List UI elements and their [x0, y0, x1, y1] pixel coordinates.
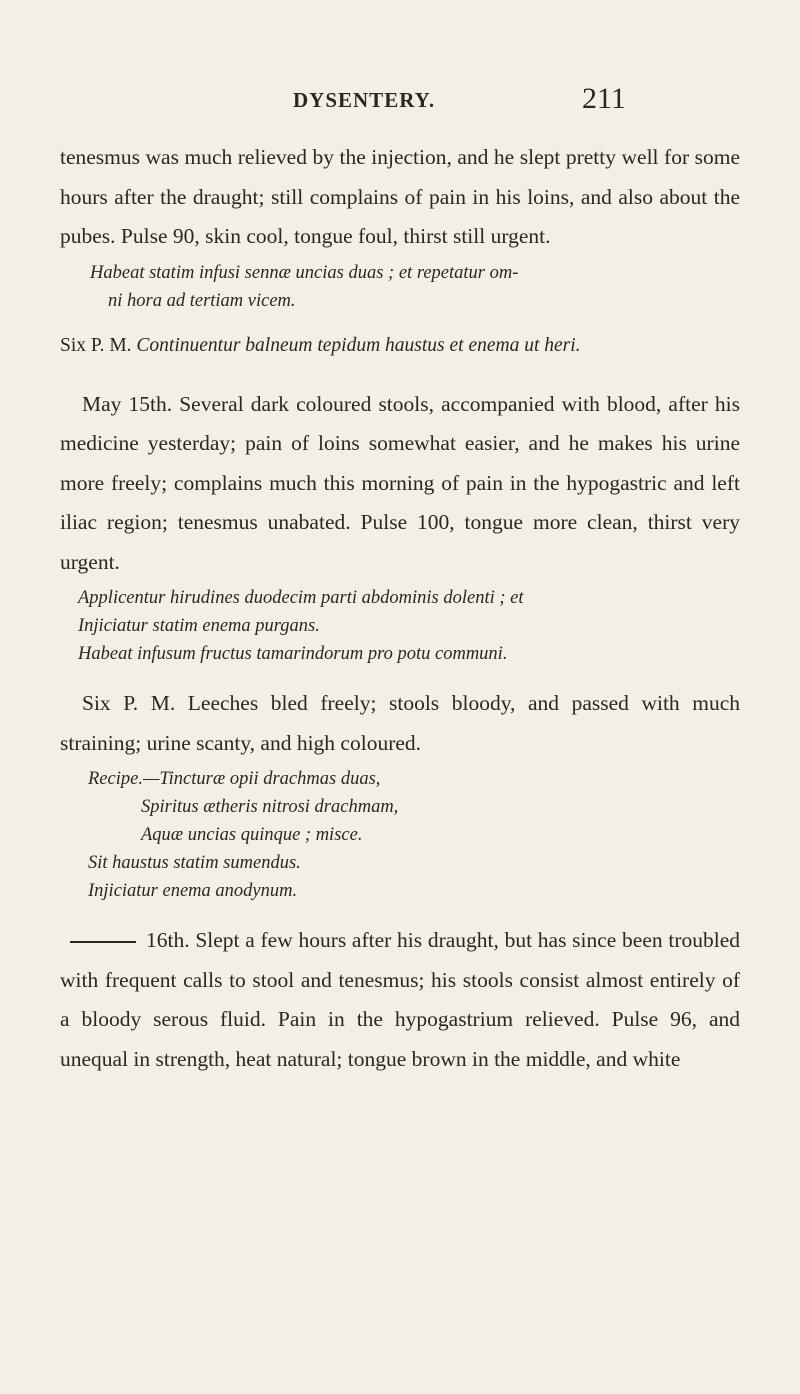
running-head: DYSENTERY. [293, 88, 436, 112]
paragraph-16th-date: 16th. [146, 928, 190, 952]
prescription-3 [60, 765, 740, 905]
prescription-1 [60, 259, 740, 315]
page-header [0, 82, 800, 122]
ditto-dash [70, 941, 136, 943]
evening-note-1 [60, 331, 740, 361]
prescription-2 [60, 584, 740, 668]
prescription-3-line-5: Injiciatur enema anodynum. [88, 881, 298, 901]
prescription-1-line-2: ni hora ad tertiam vicem. [108, 290, 296, 311]
prescription-3-line-2: Spiritus ætheris nitrosi drachmam, [141, 797, 399, 817]
prescription-3-line-3: Aquæ uncias quinque ; misce. [141, 825, 363, 845]
paragraph-six-pm: Six P. M. Leeches bled freely; stools bloody, and passed with much straining; urine scanty, and high coloured. [60, 691, 740, 755]
evening-note-1-time: Six P. M. [60, 334, 132, 356]
prescription-2-line-3: Habeat infusum fructus tamarindorum pro potu communi. [78, 644, 508, 664]
prescription-2-line-1: Applicentur hirudines duodecim parti abdominis dolenti ; et [78, 588, 524, 608]
prescription-3-line-4: Sit haustus statim sumendus. [88, 853, 301, 873]
evening-note-1-text: Continuentur balneum tepidum haustus et enema ut heri. [136, 334, 581, 356]
page-body [60, 138, 740, 1079]
paragraph-16th-text: Slept a few hours after his draught, but has since been troubled with frequent calls to stool and tenesmus; his stools consist almost entirely of a bloody serous fluid. Pain in the hypogastrium relieved. Pulse 96, and unequal in strength, heat natural; tongue brown in the middle, and white [60, 928, 740, 1071]
page-number: 211 [582, 82, 626, 115]
paragraph-may-15: May 15th. Several dark coloured stools, accompanied with blood, after his medicine yesterday; pain of loins somewhat easier, and he makes his urine more freely; complains much this morning of pain in the hypogastric and left iliac region; tenesmus unabated. Pulse 100, tongue more clean, thirst very urgent. [60, 391, 740, 574]
prescription-2-line-2: Injiciatur statim enema purgans. [78, 616, 320, 636]
prescription-1-line-1: Habeat statim infusi sennæ uncias duas ; et repetatur om- [90, 262, 519, 283]
paragraph-1: tenesmus was much relieved by the injection, and he slept pretty well for some hours after the draught; still complains of pain in his loins, and also about the pubes. Pulse 90, skin cool, tongue foul, thirst still urgent. [60, 145, 740, 248]
prescription-3-line-1: Recipe.—Tincturæ opii drachmas duas, [88, 769, 381, 789]
paragraph-16th [60, 921, 740, 1079]
